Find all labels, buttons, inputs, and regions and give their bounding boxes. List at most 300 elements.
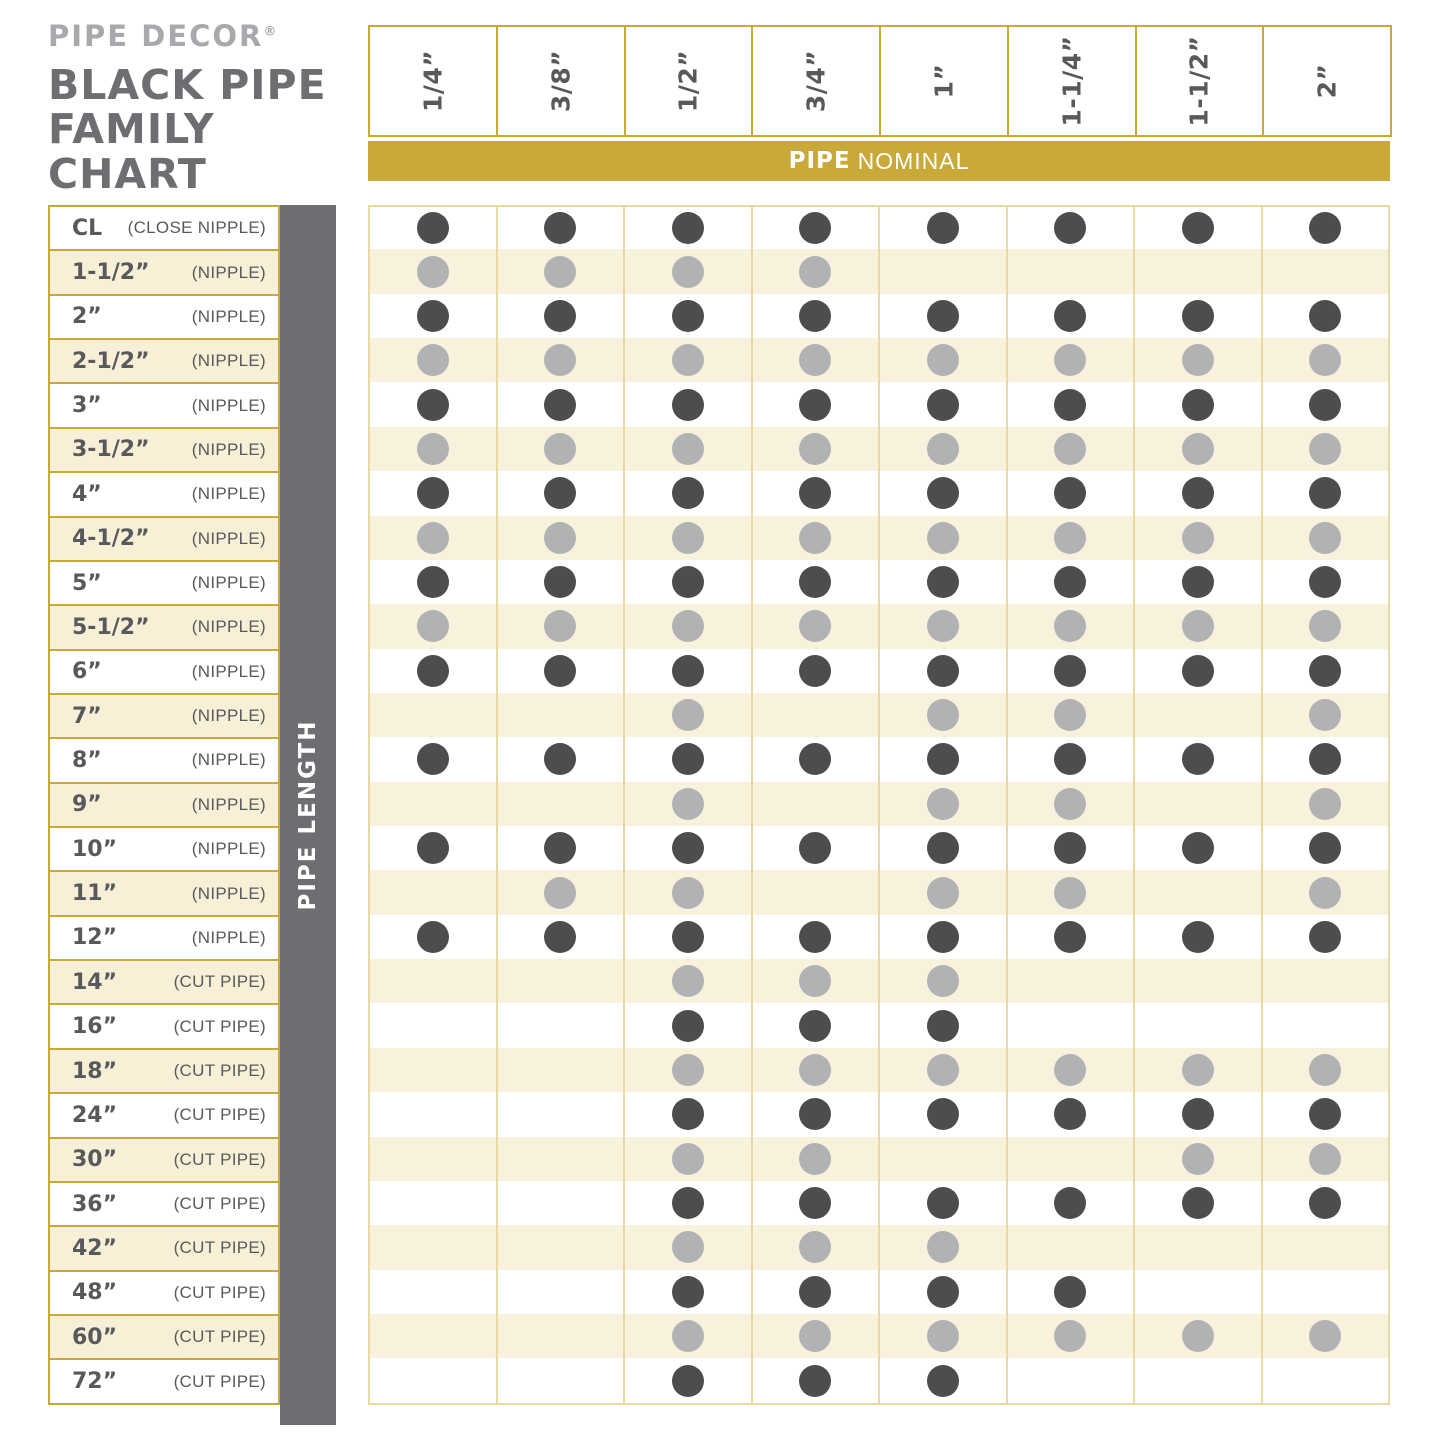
row-label-cell	[48, 1225, 280, 1271]
row-label-size: 36”	[72, 1191, 118, 1217]
row-label-kind: (CUT PIPE)	[173, 1371, 266, 1391]
availability-cell	[880, 1003, 1008, 1049]
availability-cell	[1263, 604, 1391, 650]
availability-cell	[498, 826, 626, 872]
availability-dot	[927, 877, 959, 909]
availability-dot	[927, 699, 959, 731]
availability-dot	[672, 1276, 704, 1308]
availability-dot	[672, 522, 704, 554]
availability-cell	[753, 826, 881, 872]
page-title	[48, 63, 368, 196]
table-row	[48, 1270, 1390, 1314]
row-label-size: 2”	[72, 304, 102, 330]
availability-cell	[1008, 471, 1136, 517]
availability-cell	[753, 959, 881, 1005]
availability-dot	[544, 877, 576, 909]
availability-dot	[672, 389, 704, 421]
availability-empty	[417, 1010, 449, 1042]
row-label-kind: (NIPPLE)	[191, 839, 266, 859]
row-data-area	[368, 294, 1390, 338]
availability-cell	[880, 1048, 1008, 1094]
availability-dot	[417, 522, 449, 554]
availability-dot	[1054, 566, 1086, 598]
availability-empty	[1054, 256, 1086, 288]
availability-cell	[1263, 826, 1391, 872]
availability-cell	[498, 1314, 626, 1360]
availability-cell	[753, 1048, 881, 1094]
availability-dot	[1309, 1054, 1341, 1086]
row-data-area	[368, 382, 1390, 426]
availability-cell	[498, 382, 626, 428]
column-header-label: 1/2”	[673, 49, 703, 113]
row-data-area	[368, 959, 1390, 1003]
availability-cell	[753, 1137, 881, 1183]
row-data-area	[368, 1003, 1390, 1047]
availability-dot	[672, 921, 704, 953]
availability-cell	[1008, 737, 1136, 783]
availability-dot	[417, 566, 449, 598]
axis-spacer	[280, 1181, 368, 1225]
availability-dot	[672, 300, 704, 332]
availability-cell	[1008, 649, 1136, 695]
availability-cell	[1135, 1225, 1263, 1271]
availability-dot	[927, 1231, 959, 1263]
availability-cell	[1008, 604, 1136, 650]
availability-cell	[1263, 693, 1391, 739]
availability-cell	[1008, 427, 1136, 473]
availability-cell	[368, 382, 498, 428]
row-label-size: 30”	[72, 1147, 118, 1173]
availability-cell	[498, 427, 626, 473]
row-label-kind: (NIPPLE)	[191, 883, 266, 903]
availability-dot	[1054, 1054, 1086, 1086]
column-header	[624, 25, 754, 137]
availability-cell	[498, 1270, 626, 1316]
availability-cell	[498, 1048, 626, 1094]
row-label-cell	[48, 1137, 280, 1183]
availability-cell	[625, 1358, 753, 1404]
column-header	[1007, 25, 1137, 137]
availability-cell	[368, 915, 498, 961]
availability-cell	[1135, 1048, 1263, 1094]
row-label-kind: (CUT PIPE)	[173, 1238, 266, 1258]
axis-spacer	[280, 915, 368, 959]
availability-cell	[1135, 427, 1263, 473]
availability-cell	[1263, 1092, 1391, 1138]
availability-dot	[927, 522, 959, 554]
availability-dot	[1309, 699, 1341, 731]
availability-dot	[1309, 477, 1341, 509]
availability-empty	[544, 1054, 576, 1086]
availability-dot	[417, 743, 449, 775]
availability-cell	[1008, 1270, 1136, 1316]
availability-dot	[417, 832, 449, 864]
availability-dot	[799, 1010, 831, 1042]
column-header	[1262, 25, 1392, 137]
availability-dot	[1309, 877, 1341, 909]
table-row	[48, 1181, 1390, 1225]
availability-cell	[368, 1270, 498, 1316]
row-label-kind: (NIPPLE)	[191, 439, 266, 459]
availability-cell	[498, 870, 626, 916]
availability-dot	[672, 477, 704, 509]
axis-spacer	[280, 516, 368, 560]
availability-dot	[417, 389, 449, 421]
table-row	[48, 870, 1390, 914]
availability-cell	[1135, 693, 1263, 739]
registered-mark: ®	[263, 24, 279, 40]
axis-spacer	[280, 782, 368, 826]
availability-cell	[1135, 1092, 1263, 1138]
availability-cell	[753, 1092, 881, 1138]
row-label-size: 42”	[72, 1235, 118, 1261]
availability-dot	[927, 433, 959, 465]
row-label-cell	[48, 338, 280, 384]
availability-cell	[1135, 870, 1263, 916]
row-label-kind: (CUT PIPE)	[173, 1282, 266, 1302]
row-label-kind: (CUT PIPE)	[173, 1105, 266, 1125]
row-data-area	[368, 870, 1390, 914]
availability-dot	[672, 433, 704, 465]
availability-dot	[1182, 522, 1214, 554]
availability-cell	[1263, 205, 1391, 251]
availability-empty	[1182, 1010, 1214, 1042]
availability-dot	[1054, 877, 1086, 909]
availability-cell	[753, 382, 881, 428]
availability-dot	[927, 1010, 959, 1042]
availability-dot	[1054, 832, 1086, 864]
availability-cell	[880, 782, 1008, 828]
row-label-cell	[48, 560, 280, 606]
row-data-area	[368, 1225, 1390, 1269]
availability-cell	[753, 915, 881, 961]
row-data-area	[368, 1358, 1390, 1402]
availability-cell	[1008, 782, 1136, 828]
table-row	[48, 205, 1390, 249]
availability-dot	[799, 610, 831, 642]
availability-dot	[799, 300, 831, 332]
table-row	[48, 294, 1390, 338]
table-row	[48, 1137, 1390, 1181]
availability-empty	[417, 1143, 449, 1175]
row-label-cell	[48, 959, 280, 1005]
availability-dot	[927, 921, 959, 953]
availability-cell	[880, 205, 1008, 251]
availability-empty	[1309, 965, 1341, 997]
availability-dot	[417, 300, 449, 332]
availability-dot	[1182, 344, 1214, 376]
availability-dot	[1182, 610, 1214, 642]
row-label-cell	[48, 249, 280, 295]
availability-empty	[544, 1231, 576, 1263]
availability-cell	[1135, 1358, 1263, 1404]
availability-cell	[368, 471, 498, 517]
availability-dot	[1309, 1187, 1341, 1219]
availability-cell	[368, 1048, 498, 1094]
availability-dot	[672, 699, 704, 731]
axis-spacer	[280, 870, 368, 914]
availability-dot	[1309, 610, 1341, 642]
availability-cell	[753, 1225, 881, 1271]
availability-cell	[498, 915, 626, 961]
availability-dot	[799, 743, 831, 775]
availability-dot	[544, 522, 576, 554]
availability-dot	[672, 610, 704, 642]
availability-dot	[672, 1098, 704, 1130]
availability-cell	[880, 1181, 1008, 1227]
availability-dot	[417, 433, 449, 465]
table-row	[48, 737, 1390, 781]
availability-dot	[799, 477, 831, 509]
availability-dot	[544, 832, 576, 864]
table-row	[48, 1092, 1390, 1136]
pipe-nominal-banner	[368, 141, 1390, 181]
row-label-size: 3-1/2”	[72, 437, 150, 463]
availability-dot	[1309, 1143, 1341, 1175]
availability-cell	[368, 427, 498, 473]
availability-empty	[544, 1143, 576, 1175]
availability-dot	[927, 1054, 959, 1086]
availability-dot	[544, 344, 576, 376]
availability-dot	[1182, 1098, 1214, 1130]
availability-cell	[1263, 560, 1391, 606]
availability-empty	[1054, 1010, 1086, 1042]
availability-dot	[799, 522, 831, 554]
row-label-kind: (CUT PIPE)	[173, 1016, 266, 1036]
availability-cell	[498, 782, 626, 828]
row-label-kind: (NIPPLE)	[191, 661, 266, 681]
availability-dot	[1054, 1187, 1086, 1219]
availability-cell	[1263, 516, 1391, 562]
availability-cell	[880, 294, 1008, 340]
availability-cell	[1135, 649, 1263, 695]
availability-cell	[1008, 1092, 1136, 1138]
row-label-kind: (NIPPLE)	[191, 794, 266, 814]
availability-dot	[1182, 433, 1214, 465]
availability-cell	[1008, 338, 1136, 384]
availability-dot	[799, 965, 831, 997]
availability-cell	[1135, 782, 1263, 828]
availability-cell	[1135, 516, 1263, 562]
row-label-size: 60”	[72, 1324, 118, 1350]
availability-cell	[753, 604, 881, 650]
availability-dot	[672, 212, 704, 244]
row-label-size: 5”	[72, 570, 102, 596]
row-data-area	[368, 1270, 1390, 1314]
availability-dot	[927, 344, 959, 376]
row-label-size: 7”	[72, 703, 102, 729]
axis-spacer	[280, 382, 368, 426]
row-label-size: 48”	[72, 1280, 118, 1306]
availability-cell	[753, 338, 881, 384]
row-label-cell	[48, 382, 280, 428]
row-data-area	[368, 338, 1390, 382]
availability-dot	[544, 212, 576, 244]
availability-dot	[1309, 832, 1341, 864]
availability-dot	[1182, 300, 1214, 332]
row-label-kind: (NIPPLE)	[191, 262, 266, 282]
availability-cell	[1008, 1048, 1136, 1094]
availability-dot	[672, 788, 704, 820]
availability-dot	[1054, 1098, 1086, 1130]
row-label-size: 24”	[72, 1102, 118, 1128]
availability-cell	[1008, 205, 1136, 251]
availability-cell	[1008, 1358, 1136, 1404]
row-label-kind: (NIPPLE)	[191, 617, 266, 637]
availability-empty	[1182, 965, 1214, 997]
row-label-cell	[48, 1003, 280, 1049]
row-label-size: 1-1/2”	[72, 260, 150, 286]
availability-dot	[799, 1365, 831, 1397]
availability-dot	[544, 256, 576, 288]
availability-cell	[880, 1225, 1008, 1271]
availability-empty	[1309, 1231, 1341, 1263]
availability-cell	[1263, 737, 1391, 783]
axis-spacer	[280, 294, 368, 338]
table-row	[48, 560, 1390, 604]
axis-spacer	[280, 560, 368, 604]
table-row	[48, 427, 1390, 471]
axis-spacer	[280, 205, 368, 249]
availability-cell	[625, 604, 753, 650]
row-label-cell	[48, 693, 280, 739]
row-label-size: 11”	[72, 881, 118, 907]
availability-dot	[1054, 788, 1086, 820]
availability-cell	[498, 516, 626, 562]
availability-cell	[368, 826, 498, 872]
availability-empty	[544, 1010, 576, 1042]
availability-cell	[625, 737, 753, 783]
availability-dot	[1309, 921, 1341, 953]
availability-cell	[625, 959, 753, 1005]
availability-dot	[417, 477, 449, 509]
axis-spacer	[280, 1137, 368, 1181]
table-row	[48, 1003, 1390, 1047]
row-label-cell	[48, 471, 280, 517]
column-header-label: 1/4”	[418, 49, 448, 113]
availability-dot	[672, 1143, 704, 1175]
availability-cell	[1008, 870, 1136, 916]
availability-empty	[1309, 1365, 1341, 1397]
availability-dot	[417, 344, 449, 376]
availability-empty	[1182, 788, 1214, 820]
table-row	[48, 604, 1390, 648]
availability-cell	[1263, 249, 1391, 295]
axis-spacer	[280, 1225, 368, 1269]
availability-dot	[1182, 1143, 1214, 1175]
availability-dot	[544, 433, 576, 465]
availability-cell	[1008, 1137, 1136, 1183]
availability-cell	[1263, 1181, 1391, 1227]
availability-cell	[368, 1003, 498, 1049]
availability-dot	[417, 610, 449, 642]
availability-dot	[799, 832, 831, 864]
row-label-cell	[48, 205, 280, 251]
availability-cell	[1008, 1314, 1136, 1360]
availability-dot	[927, 477, 959, 509]
availability-empty	[1182, 877, 1214, 909]
availability-cell	[498, 205, 626, 251]
availability-empty	[1182, 256, 1214, 288]
availability-cell	[753, 693, 881, 739]
availability-dot	[672, 566, 704, 598]
availability-cell	[1263, 1003, 1391, 1049]
availability-cell	[1008, 382, 1136, 428]
availability-dot	[672, 1320, 704, 1352]
table-row	[48, 782, 1390, 826]
availability-cell	[753, 1314, 881, 1360]
row-label-kind: (CUT PIPE)	[173, 972, 266, 992]
availability-dot	[417, 655, 449, 687]
availability-dot	[1309, 655, 1341, 687]
row-label-kind: (NIPPLE)	[191, 306, 266, 326]
row-label-cell	[48, 1358, 280, 1404]
availability-cell	[880, 1358, 1008, 1404]
availability-dot	[927, 300, 959, 332]
row-data-area	[368, 205, 1390, 249]
column-headers	[368, 25, 1390, 137]
availability-cell	[1008, 693, 1136, 739]
availability-cell	[753, 471, 881, 517]
availability-dot	[799, 212, 831, 244]
row-label-cell	[48, 826, 280, 872]
availability-cell	[753, 560, 881, 606]
availability-dot	[1054, 610, 1086, 642]
availability-cell	[880, 1270, 1008, 1316]
availability-dot	[799, 566, 831, 598]
availability-empty	[1054, 1143, 1086, 1175]
availability-cell	[753, 870, 881, 916]
availability-empty	[1182, 1365, 1214, 1397]
availability-cell	[880, 693, 1008, 739]
availability-dot	[417, 256, 449, 288]
row-label-size: 16”	[72, 1014, 118, 1040]
availability-empty	[417, 1187, 449, 1219]
availability-dot	[1309, 1098, 1341, 1130]
row-label-size: 4”	[72, 481, 102, 507]
availability-empty	[1182, 699, 1214, 731]
availability-cell	[1008, 826, 1136, 872]
axis-spacer	[280, 1270, 368, 1314]
brand-logo-text: PIPE DECOR	[48, 19, 264, 53]
availability-cell	[1263, 1225, 1391, 1271]
row-label-cell	[48, 1181, 280, 1227]
row-label-cell	[48, 737, 280, 783]
availability-cell	[368, 294, 498, 340]
availability-cell	[1008, 560, 1136, 606]
availability-dot	[672, 1187, 704, 1219]
availability-dot	[1309, 300, 1341, 332]
availability-cell	[1135, 1314, 1263, 1360]
availability-cell	[625, 1048, 753, 1094]
availability-dot	[1054, 522, 1086, 554]
availability-dot	[1054, 699, 1086, 731]
availability-dot	[1182, 389, 1214, 421]
availability-cell	[498, 1137, 626, 1183]
availability-cell	[753, 516, 881, 562]
availability-dot	[1182, 921, 1214, 953]
availability-dot	[1054, 344, 1086, 376]
availability-cell	[1135, 249, 1263, 295]
row-label-size: 9”	[72, 792, 102, 818]
row-label-cell	[48, 782, 280, 828]
row-data-area	[368, 915, 1390, 959]
availability-dot	[1309, 389, 1341, 421]
axis-spacer	[280, 471, 368, 515]
availability-cell	[1263, 1270, 1391, 1316]
availability-cell	[368, 516, 498, 562]
table-row	[48, 516, 1390, 560]
